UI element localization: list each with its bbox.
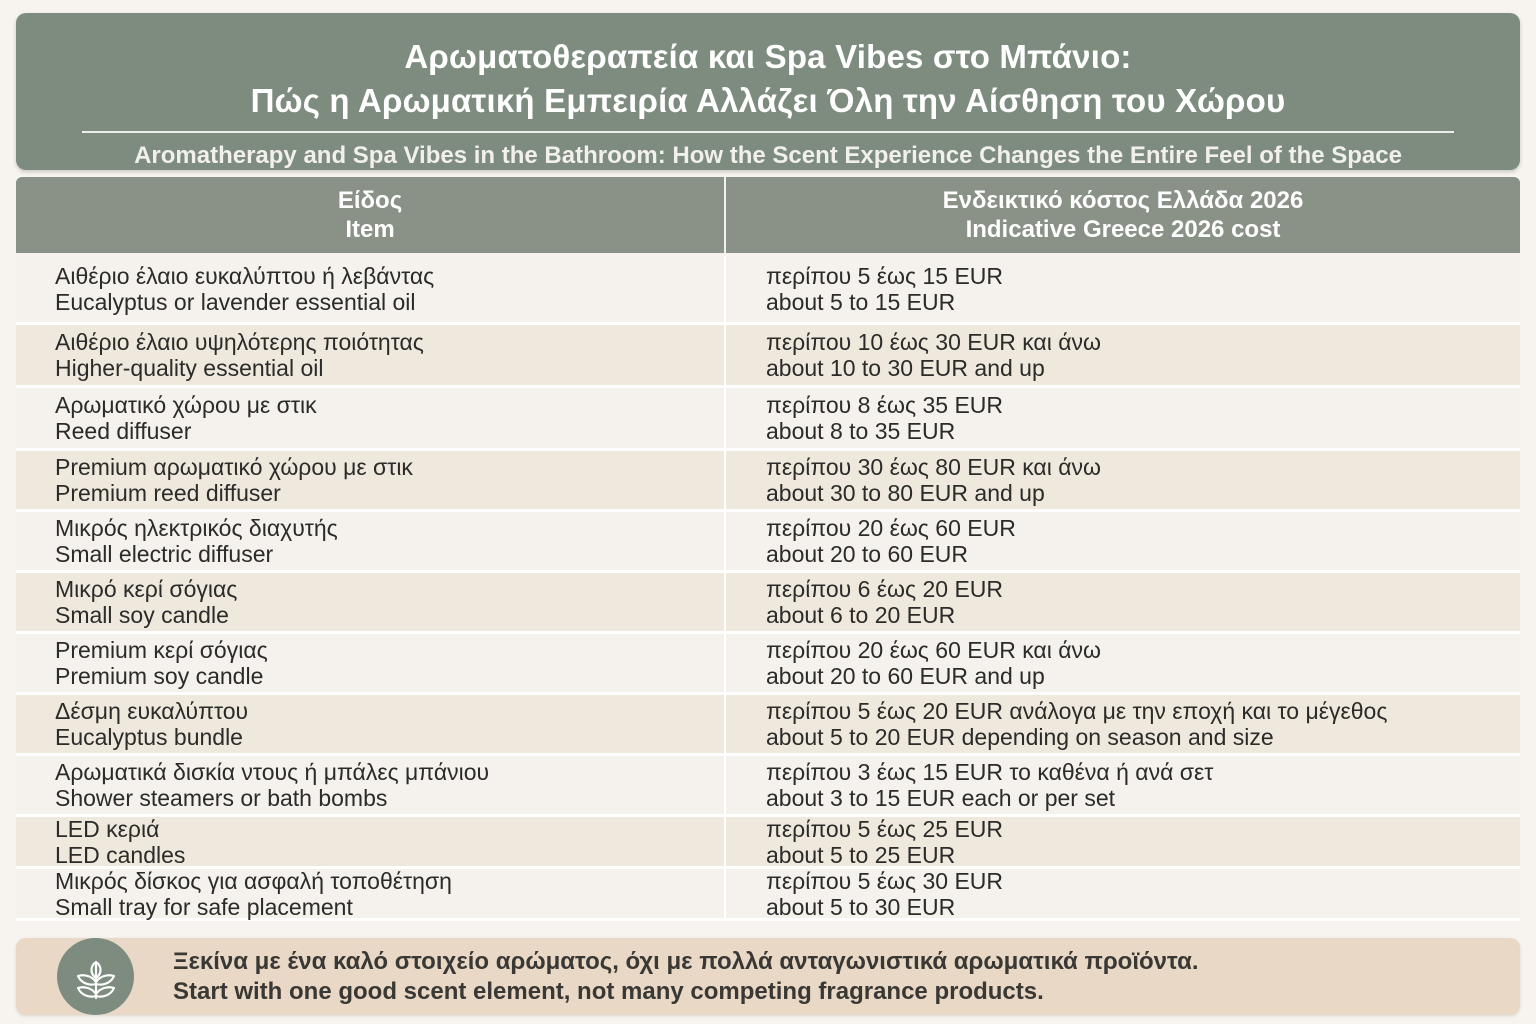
cost-cell: [726, 451, 1520, 509]
item-cell: [16, 451, 726, 509]
cost-greek: περίπου 20 έως 60 EUR και άνω: [766, 637, 1101, 663]
cost-greek: περίπου 5 έως 30 EUR: [766, 867, 1004, 894]
cost-greek: περίπου 30 έως 80 EUR και άνω: [766, 454, 1101, 480]
item-greek: Αιθέριο έλαιο ευκαλύπτου ή λεβάντας: [55, 263, 435, 289]
page-header: [16, 13, 1520, 170]
item-cell: [16, 634, 726, 692]
item-cell: [16, 388, 726, 448]
cost-cell: [726, 756, 1520, 814]
cost-english: about 5 to 20 EUR depending on season and size: [766, 724, 1274, 750]
item-english: Small soy candle: [55, 602, 229, 628]
table-row: [16, 256, 1520, 325]
item-english: Shower steamers or bath bombs: [55, 785, 388, 811]
item-cell: [16, 325, 726, 385]
cost-english: about 8 to 35 EUR: [766, 418, 956, 444]
subtitle-english: Aromatherapy and Spa Vibes in the Bathroom: How the Scent Experience Changes the Entire Feel of the Space: [134, 142, 1402, 169]
column-header-item: [16, 177, 726, 253]
title-greek-line1: Αρωματοθεραπεία και Spa Vibes στο Μπάνιο:: [404, 38, 1132, 75]
table-row: [16, 451, 1520, 512]
item-english: Reed diffuser: [55, 418, 192, 444]
item-english: Premium soy candle: [55, 663, 264, 689]
item-english: Eucalyptus or lavender essential oil: [55, 289, 416, 315]
table-row: [16, 869, 1520, 921]
cost-english: about 20 to 60 EUR and up: [766, 663, 1045, 689]
column-header-greek: Είδος: [337, 187, 403, 214]
cost-cell: [726, 256, 1520, 322]
item-english: Eucalyptus bundle: [55, 724, 243, 750]
item-greek: Μικρός ηλεκτρικός διαχυτής: [55, 515, 338, 541]
item-greek: Premium αρωματικό χώρου με στικ: [55, 454, 413, 480]
column-header-english: Indicative Greece 2026 cost: [965, 216, 1281, 243]
cost-greek: περίπου 5 έως 25 EUR: [766, 815, 1004, 842]
cost-cell: [726, 512, 1520, 570]
table-row: [16, 325, 1520, 388]
tip-english: Start with one good scent element, not many competing fragrance products.: [173, 978, 1044, 1005]
footer-tip: [16, 938, 1520, 1015]
item-english: LED candles: [55, 841, 186, 868]
cost-english: about 3 to 15 EUR each or per set: [766, 785, 1116, 811]
item-cell: [16, 869, 726, 918]
title-greek-line2: Πώς η Αρωματική Εμπειρία Αλλάζει Όλη την Αίσθηση του Χώρου: [250, 82, 1286, 119]
table-row: [16, 573, 1520, 634]
item-greek: Αρωματικά δισκία ντους ή μπάλες μπάνιου: [55, 759, 490, 785]
item-greek: Αρωματικό χώρου με στικ: [55, 392, 317, 418]
cost-cell: [726, 325, 1520, 385]
table-row: [16, 756, 1520, 817]
item-cell: [16, 756, 726, 814]
item-cell: [16, 256, 726, 322]
cost-cell: [726, 634, 1520, 692]
table-row: [16, 817, 1520, 869]
cost-cell: [726, 573, 1520, 631]
table-row: [16, 388, 1520, 451]
column-header-cost: [726, 177, 1520, 253]
item-greek: Αιθέριο έλαιο υψηλότερης ποιότητας: [55, 329, 424, 355]
item-english: Small electric diffuser: [55, 541, 274, 567]
leaf-icon: [57, 938, 134, 1015]
item-greek: Μικρό κερί σόγιας: [55, 576, 238, 602]
cost-english: about 10 to 30 EUR and up: [766, 355, 1045, 381]
item-cell: [16, 817, 726, 866]
cost-cell: [726, 817, 1520, 866]
cost-english: about 20 to 60 EUR: [766, 541, 969, 567]
cost-greek: περίπου 6 έως 20 EUR: [766, 576, 1004, 602]
cost-greek: περίπου 10 έως 30 EUR και άνω: [766, 329, 1101, 355]
table-row: [16, 512, 1520, 573]
cost-cell: [726, 388, 1520, 448]
item-cell: [16, 512, 726, 570]
cost-english: about 6 to 20 EUR: [766, 602, 956, 628]
table-row: [16, 695, 1520, 756]
cost-english: about 5 to 25 EUR: [766, 841, 956, 868]
cost-greek: περίπου 5 έως 15 EUR: [766, 263, 1004, 289]
cost-greek: περίπου 20 έως 60 EUR: [766, 515, 1016, 541]
column-header-english: Item: [345, 216, 395, 243]
cost-cell: [726, 695, 1520, 753]
item-english: Premium reed diffuser: [55, 480, 281, 506]
footer-text: [173, 947, 1198, 1007]
item-english: Higher-quality essential oil: [55, 355, 324, 381]
cost-table: [16, 177, 1520, 921]
item-greek: Premium κερί σόγιας: [55, 637, 268, 663]
cost-english: about 5 to 30 EUR: [766, 893, 956, 920]
item-greek: LED κεριά: [55, 815, 160, 842]
item-english: Small tray for safe placement: [55, 893, 353, 920]
table-body: [16, 256, 1520, 921]
item-cell: [16, 573, 726, 631]
item-cell: [16, 695, 726, 753]
item-greek: Μικρός δίσκος για ασφαλή τοποθέτηση: [55, 867, 452, 894]
tip-greek: Ξεκίνα με ένα καλό στοιχείο αρώματος, όχι με πολλά ανταγωνιστικά αρωματικά προϊόντα.: [173, 948, 1199, 975]
cost-cell: [726, 869, 1520, 918]
column-header-greek: Ενδεικτικό κόστος Ελλάδα 2026: [942, 187, 1304, 214]
cost-greek: περίπου 8 έως 35 EUR: [766, 392, 1004, 418]
cost-english: about 30 to 80 EUR and up: [766, 480, 1045, 506]
cost-english: about 5 to 15 EUR: [766, 289, 956, 315]
table-header: [16, 177, 1520, 253]
cost-greek: περίπου 5 έως 20 EUR ανάλογα με την εποχή και το μέγεθος: [766, 698, 1388, 724]
table-row: [16, 634, 1520, 695]
cost-greek: περίπου 3 έως 15 EUR το καθένα ή ανά σετ: [766, 759, 1214, 785]
header-divider: [82, 131, 1454, 133]
item-greek: Δέσμη ευκαλύπτου: [55, 698, 249, 724]
